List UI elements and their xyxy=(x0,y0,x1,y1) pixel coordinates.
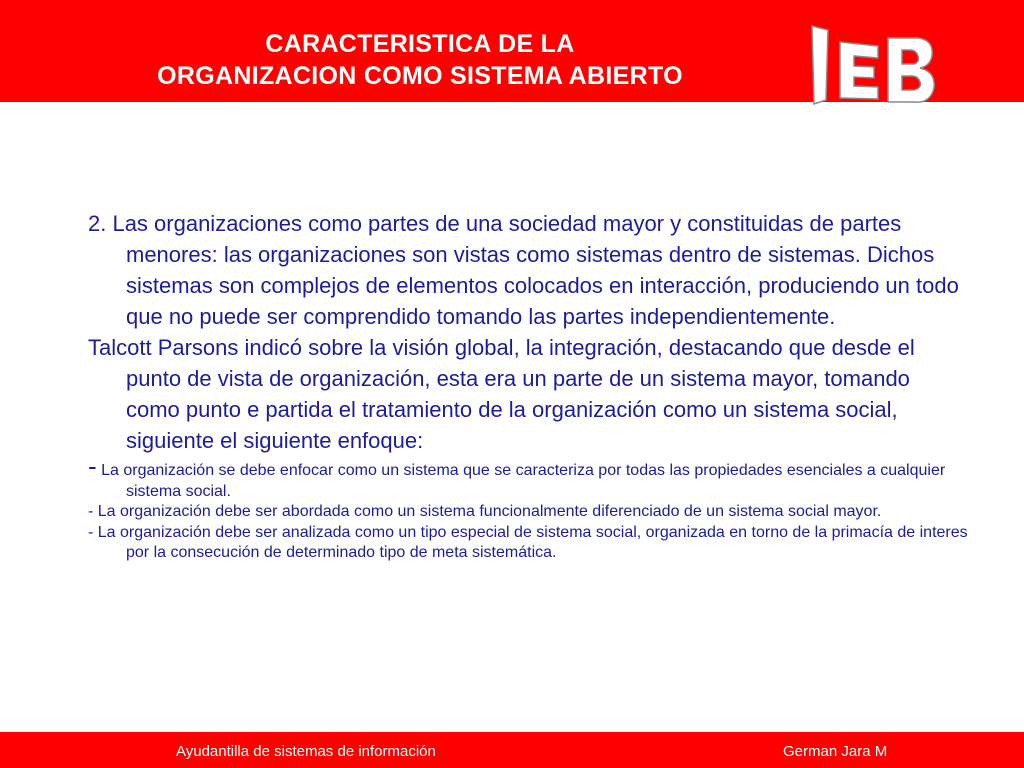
bullet-dash: - xyxy=(88,523,94,541)
bullet-dash: - xyxy=(88,451,97,481)
bullet-text: La organización debe ser abordada como un sistema funcionalmente diferenciado de un sistema social mayor. xyxy=(93,503,882,520)
slide-body xyxy=(88,208,968,564)
slide-title xyxy=(60,28,780,92)
paragraph-organizations: 2. Las organizaciones como partes de una sociedad mayor y constituidas de partes menores: las organizaciones son vistas como sistemas dentro de sistemas. Dichos sistemas son complejos de elementos colocados en interacción, produciendo un todo que no puede ser comprendido tomando las partes independientemente. xyxy=(88,211,959,329)
bullet-item xyxy=(88,523,968,564)
footer-course-label: Ayudantilla de sistemas de información xyxy=(176,743,436,760)
bullet-text: La organización se debe enfocar como un sistema que se caracteriza por todas las propiedades esenciales a cualquier sistema social. xyxy=(96,462,946,500)
ieb-logo-icon xyxy=(806,20,942,106)
title-line-2: ORGANIZACION COMO SISTEMA ABIERTO xyxy=(157,62,683,90)
bullet-item xyxy=(88,451,968,502)
footer-author-label: German Jara M xyxy=(783,743,888,760)
bullet-item xyxy=(88,502,968,523)
paragraph-parsons: Talcott Parsons indicó sobre la visión global, la integración, destacando que desde el punto de vista de organización, esta era un parte de un sistema mayor, tomando como punto e partida el tratamiento de la organización como un sistema social, siguiente el siguiente enfoque: xyxy=(88,335,915,453)
bullet-text: La organización debe ser analizada como un tipo especial de sistema social, organizada en torno de la primacía de interes por la consecución de determinado tipo de meta sistemática. xyxy=(93,523,968,561)
bullet-dash: - xyxy=(88,503,94,520)
title-line-1: CARACTERISTICA DE LA xyxy=(265,30,575,58)
